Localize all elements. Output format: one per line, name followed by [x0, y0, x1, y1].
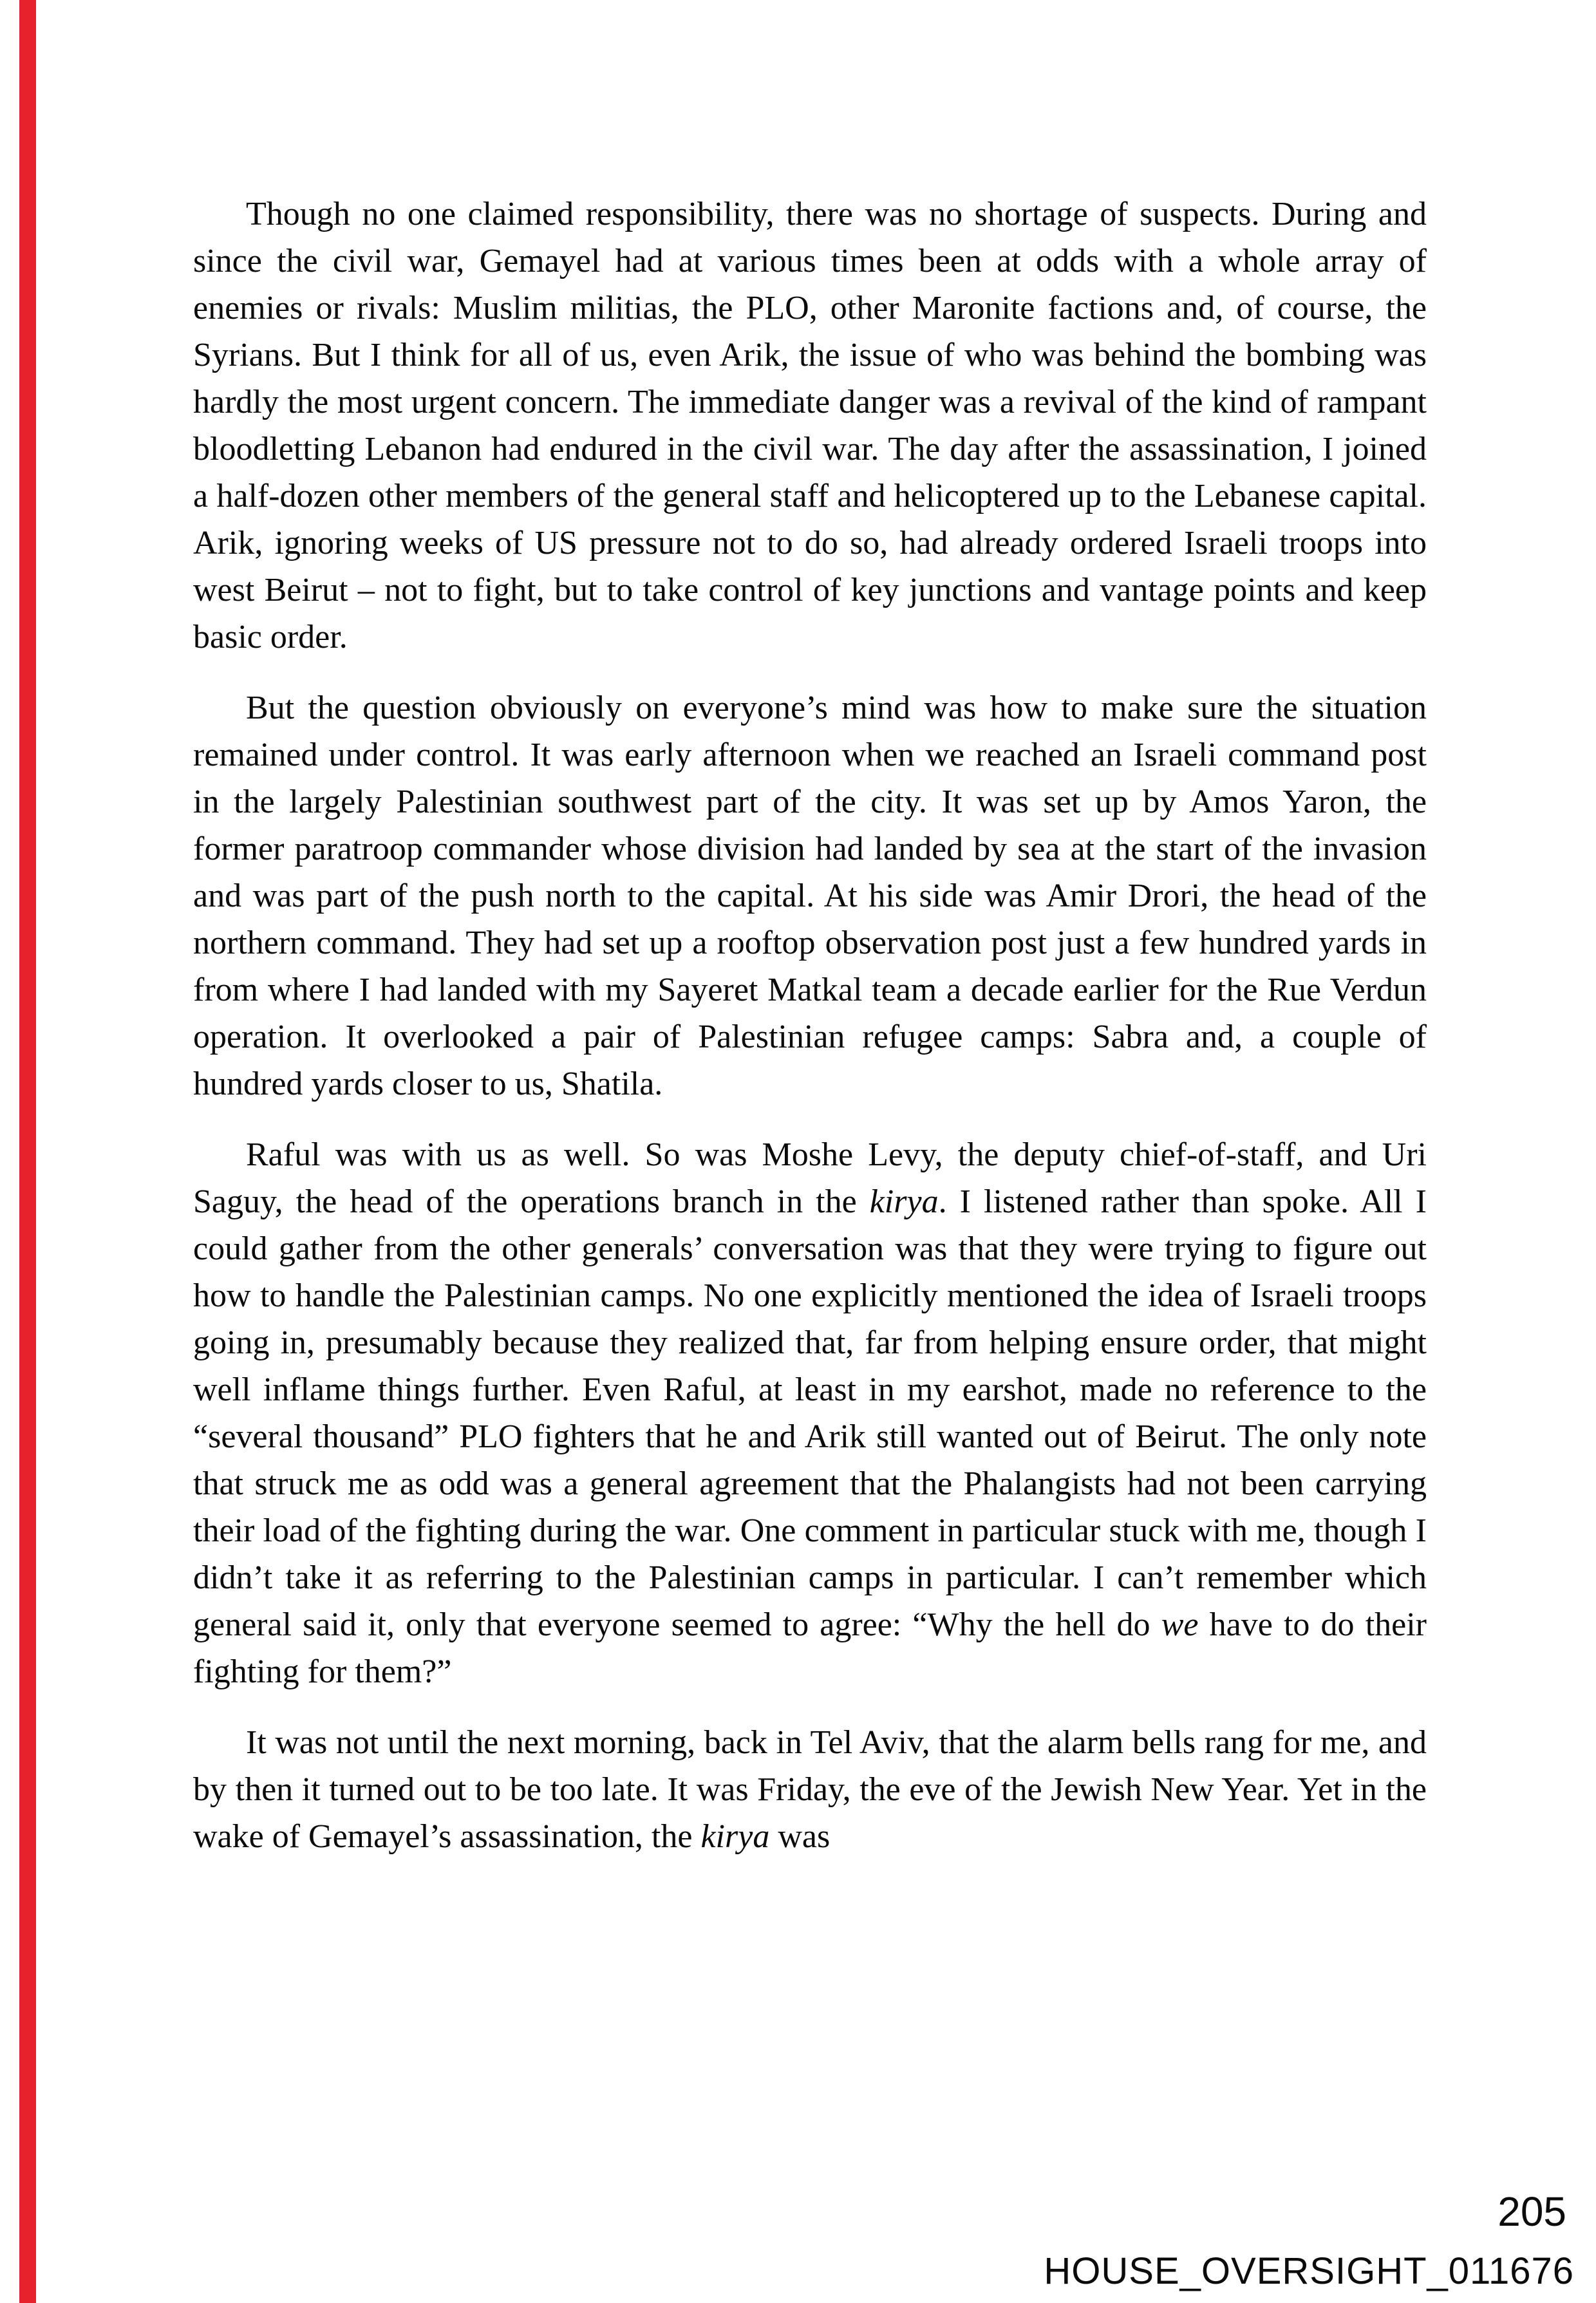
- body-text: Though no one claimed responsibility, there was no shortage of suspects. During and since the civil war, Gemayel had at various times been at odds with a whole array of enemies or rivals: Muslim militias, the PLO, other Maronite factions and, of course, the Syrians. But I think for all of us, even Arik, the issue of who was behind the bombing was hardly the most urgent concern. The immediate danger was a revival of the kind of rampant bloodletting Lebanon had endured in the civil war. The day after the assassination, I joined a half-dozen other members of the general staff and helicoptered up to the Lebanese capital. Arik, ignoring weeks of US pressure not to do so, had already ordered Israeli troops into west Beirut – not to fight, but to take control of key junctions and vantage points and keep basic order.: [193, 196, 1427, 655]
- body-text: . I listened rather than spoke. All I could gather from the other generals’ conversation was that they were trying to figure out how to handle the Palestinian camps. No one explicitly mentioned the idea of Israeli troops going in, presumably because they realized that, far from helping ensure order, that might well inflame things further. Even Raful, at least in my earshot, made no reference to the “several thousand” PLO fighters that he and Arik still wanted out of Beirut. The only note that struck me as odd was a general agreement that the Phalangists had not been carrying their load of the fighting during the war. One comment in particular stuck with me, though I didn’t take it as referring to the Palestinian camps in particular. I can’t remember which general said it, only that everyone seemed to agree: “Why the hell do: [193, 1183, 1427, 1643]
- paragraph: [193, 1719, 1427, 1860]
- paragraph: [193, 684, 1427, 1107]
- body-text: have to do their fighting for them?”: [193, 1606, 1427, 1690]
- text-block: [193, 191, 1427, 1860]
- page-number: 205: [1497, 2188, 1566, 2235]
- body-text: But the question obviously on everyone’s mind was how to make sure the situation remained under control. It was early afternoon when we reached an Israeli command post in the largely Palestinian southwest part of the city. It was set up by Amos Yaron, the former paratroop commander whose division had landed by sea at the start of the invasion and was part of the push north to the capital. At his side was Amir Drori, the head of the northern command. They had set up a rooftop observation post just a few hundred yards in from where I had landed with my Sayeret Matkal team a decade earlier for the Rue Verdun operation. It overlooked a pair of Palestinian refugee camps: Sabra and, a couple of hundred yards closer to us, Shatila.: [193, 690, 1427, 1102]
- red-margin-stripe: [19, 0, 36, 2303]
- paragraph: [193, 191, 1427, 661]
- bates-stamp: HOUSE_OVERSIGHT_011676: [1044, 2250, 1574, 2292]
- italic-text: kirya: [869, 1183, 939, 1220]
- italic-text: we: [1161, 1606, 1199, 1643]
- body-text: was: [769, 1818, 831, 1855]
- italic-text: kirya: [700, 1818, 770, 1855]
- body-text: It was not until the next morning, back in Tel Aviv, that the alarm bells rang for me, and by then it turned out to be too late. It was Friday, the eve of the Jewish New Year. Yet in the wake of Gemayel’s assassination, the: [193, 1724, 1427, 1855]
- paragraph: [193, 1131, 1427, 1695]
- body-text: Raful was with us as well. So was Moshe Levy, the deputy chief-of-staff, and Uri Saguy, the head of the operations branch in the: [193, 1136, 1427, 1220]
